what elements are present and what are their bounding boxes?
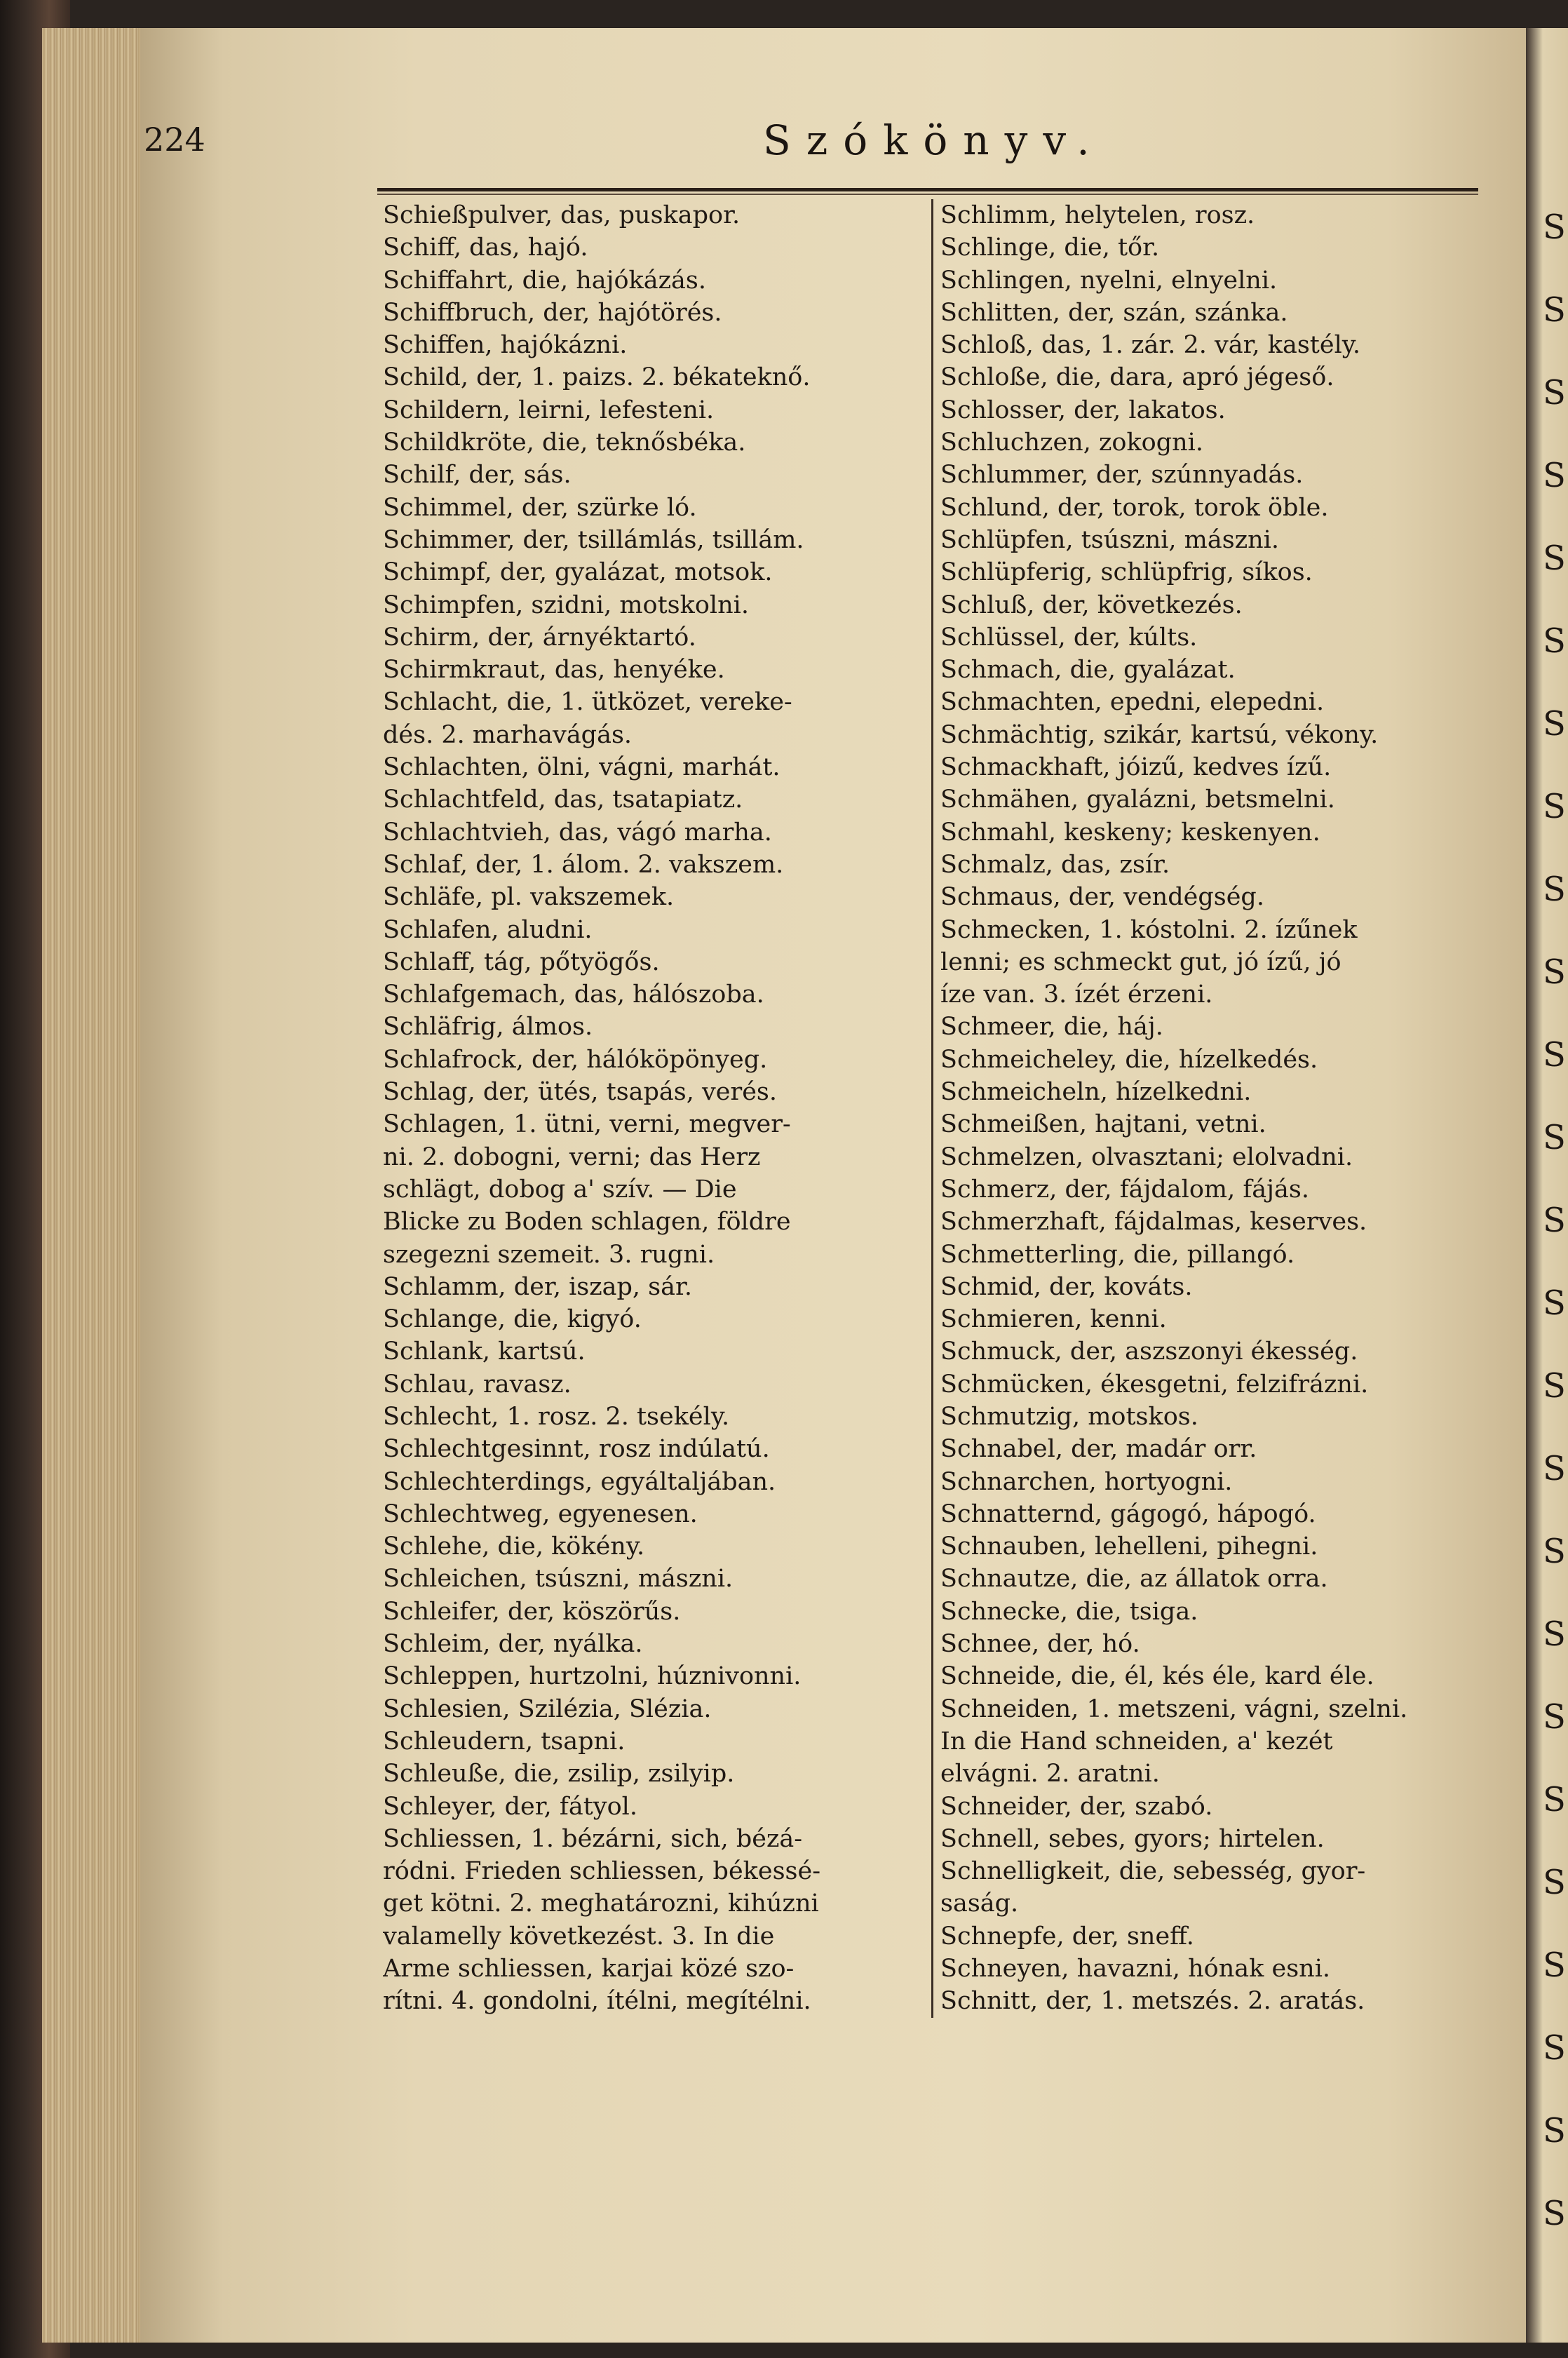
dictionary-line: Schiffbruch, der, hajótörés.: [383, 298, 722, 327]
dictionary-line: Schilf, der, sás.: [383, 461, 572, 490]
dictionary-line: Schlacht, die, 1. ütközet, vereke-: [383, 688, 792, 717]
dictionary-line: Schlingen, nyelni, elnyelni.: [940, 266, 1278, 295]
dictionary-line: Schlachtvieh, das, vágó marha.: [383, 818, 772, 847]
dictionary-line: Schnee, der, hó.: [940, 1630, 1140, 1659]
dictionary-line: get kötni. 2. meghatározni, kihúzni: [383, 1889, 819, 1918]
dictionary-line: Schmahl, keskeny; keskenyen.: [940, 818, 1320, 847]
facing-page-letter: S: [1543, 704, 1566, 743]
dictionary-line: ni. 2. dobogni, verni; das Herz: [383, 1143, 761, 1171]
dictionary-line: Schloße, die, dara, apró jégeső.: [940, 363, 1334, 392]
page-edges: [42, 28, 154, 2343]
facing-page-letter: S: [1543, 952, 1566, 992]
facing-page-letter: S: [1543, 1449, 1566, 1488]
dictionary-line: Schnell, sebes, gyors; hirtelen.: [940, 1824, 1325, 1853]
dictionary-line: Schlaff, tág, pőtyögős.: [383, 948, 660, 976]
dictionary-line: Schmeer, die, háj.: [940, 1013, 1163, 1042]
dictionary-line: Schmetterling, die, pillangó.: [940, 1240, 1295, 1269]
facing-page-letter: S: [1543, 208, 1566, 247]
dictionary-line: Schiffen, hajókázni.: [383, 331, 628, 360]
dictionary-line: Schimpf, der, gyalázat, motsok.: [383, 558, 773, 587]
dictionary-line: Schießpulver, das, puskapor.: [383, 201, 741, 229]
dictionary-line: Schmutzig, motskos.: [940, 1402, 1198, 1431]
dictionary-line: Schlehe, die, kökény.: [383, 1532, 645, 1561]
dictionary-line: Schlecht, 1. rosz. 2. tsekély.: [383, 1402, 730, 1431]
dictionary-line: Schmeißen, hajtani, vetni.: [940, 1110, 1266, 1139]
dictionary-line: Schnecke, die, tsiga.: [940, 1597, 1198, 1626]
dictionary-line: Schleuße, die, zsilip, zsilyip.: [383, 1760, 735, 1788]
dictionary-line: Schlafgemach, das, hálószoba.: [383, 981, 764, 1009]
dictionary-line: Schlesien, Szilézia, Slézia.: [383, 1695, 712, 1723]
dictionary-line: valamelly következést. 3. In die: [383, 1922, 775, 1951]
dictionary-line: rítni. 4. gondolni, ítélni, megítélni.: [383, 1987, 811, 2016]
dictionary-line: Schmackhaft, jóizű, kedves ízű.: [940, 753, 1332, 782]
dictionary-line: Schmid, der, kováts.: [940, 1272, 1193, 1301]
left-column: [383, 199, 923, 2018]
dictionary-line: Schmücken, ékesgetni, felzifrázni.: [940, 1370, 1369, 1399]
running-head: Szókönyv.: [763, 116, 1105, 164]
dictionary-line: Schnitt, der, 1. metszés. 2. aratás.: [940, 1987, 1365, 2016]
facing-page-letter: S: [1543, 290, 1566, 330]
dictionary-line: íze van. 3. ízét érzeni.: [940, 981, 1213, 1009]
dictionary-line: Schmecken, 1. kóstolni. 2. ízűnek: [940, 915, 1358, 944]
dictionary-line: Schlau, ravasz.: [383, 1370, 572, 1399]
dictionary-line: Schlaf, der, 1. álom. 2. vakszem.: [383, 850, 784, 879]
facing-page-letter: S: [1543, 1863, 1566, 1902]
facing-page-letter: S: [1543, 1946, 1566, 1985]
dictionary-line: Schlechtweg, egyenesen.: [383, 1500, 698, 1528]
dictionary-line: Schmeicheln, hízelkedni.: [940, 1078, 1252, 1107]
dictionary-line: Schimpfen, szidni, motskolni.: [383, 591, 749, 619]
dictionary-line: Schlüpferig, schlüpfrig, síkos.: [940, 558, 1313, 587]
facing-page-letter: S: [1543, 787, 1566, 826]
dictionary-line: Schneider, der, szabó.: [940, 1792, 1213, 1821]
dictionary-line: Schild, der, 1. paizs. 2. békateknő.: [383, 363, 811, 392]
dictionary-line: szegezni szemeit. 3. rugni.: [383, 1240, 715, 1269]
dictionary-line: In die Hand schneiden, a' kezét: [940, 1727, 1333, 1756]
dictionary-line: ródni. Frieden schliessen, békessé-: [383, 1857, 821, 1886]
dictionary-line: Schloß, das, 1. zár. 2. vár, kastély.: [940, 331, 1361, 360]
dictionary-line: elvágni. 2. aratni.: [940, 1760, 1160, 1788]
dictionary-line: Schimmer, der, tsillámlás, tsillám.: [383, 525, 804, 554]
dictionary-line: Schnepfe, der, sneff.: [940, 1922, 1194, 1951]
dictionary-line: Schmächtig, szikár, kartsú, vékony.: [940, 720, 1379, 749]
dictionary-line: Schnautze, die, az állatok orra.: [940, 1565, 1328, 1594]
dictionary-line: saság.: [940, 1889, 1019, 1918]
dictionary-line: Schmerz, der, fájdalom, fájás.: [940, 1175, 1309, 1204]
dictionary-line: Schmalz, das, zsír.: [940, 850, 1170, 879]
dictionary-line: Schlachtfeld, das, tsatapiatz.: [383, 786, 743, 814]
facing-page-letter: S: [1543, 2028, 1566, 2068]
dictionary-line: Schleudern, tsapni.: [383, 1727, 626, 1756]
facing-page-letter: S: [1543, 1201, 1566, 1240]
dictionary-line: Schliessen, 1. bézárni, sich, bézá-: [383, 1824, 803, 1853]
header-rule: [377, 188, 1478, 191]
facing-page-letter: S: [1543, 1118, 1566, 1157]
dictionary-line: Schluchzen, zokogni.: [940, 429, 1204, 457]
facing-page-letter: S: [1543, 1780, 1566, 1819]
dictionary-line: dés. 2. marhavágás.: [383, 720, 633, 749]
page-number: 224: [144, 121, 205, 159]
dictionary-line: Schiffahrt, die, hajókázás.: [383, 266, 706, 295]
dictionary-line: Schneyen, havazni, hónak esni.: [940, 1955, 1331, 1983]
dictionary-line: Schmaus, der, vendégség.: [940, 883, 1264, 912]
facing-page-letter: S: [1543, 621, 1566, 661]
facing-page-letter: S: [1543, 1697, 1566, 1737]
dictionary-line: Schmerzhaft, fájdalmas, keserves.: [940, 1208, 1367, 1237]
facing-page-letter: S: [1543, 1615, 1566, 1654]
facing-page-letter: S: [1543, 2111, 1566, 2150]
dictionary-line: Schlüpfen, tsúszni, mászni.: [940, 525, 1279, 554]
dictionary-line: Schnarchen, hortyogni.: [940, 1467, 1233, 1496]
header-rule-thin: [377, 194, 1478, 195]
dictionary-line: Schlummer, der, szúnnyadás.: [940, 461, 1304, 490]
dictionary-line: Blicke zu Boden schlagen, földre: [383, 1208, 791, 1237]
dictionary-line: Schlüssel, der, kúlts.: [940, 623, 1198, 652]
facing-page-letter: S: [1543, 373, 1566, 412]
dictionary-line: Schlafen, aludni.: [383, 915, 593, 944]
dictionary-line: Schmuck, der, aszszonyi ékesség.: [940, 1338, 1358, 1366]
dictionary-line: Schnatternd, gágogó, hápogó.: [940, 1500, 1316, 1528]
dictionary-line: Schluß, der, következés.: [940, 591, 1243, 619]
dictionary-line: Schnabel, der, madár orr.: [940, 1435, 1257, 1464]
dictionary-line: Schmachten, epedni, elepedni.: [940, 688, 1325, 717]
dictionary-line: Schleim, der, nyálka.: [383, 1630, 643, 1659]
dictionary-line: Schirmkraut, das, henyéke.: [383, 656, 725, 685]
dictionary-line: Schildkröte, die, teknősbéka.: [383, 429, 746, 457]
dictionary-line: Schläfe, pl. vakszemek.: [383, 883, 675, 912]
dictionary-line: Schlosser, der, lakatos.: [940, 396, 1226, 424]
dictionary-line: Arme schliessen, karjai közé szo-: [383, 1955, 795, 1983]
dictionary-line: Schlamm, der, iszap, sár.: [383, 1272, 693, 1301]
dictionary-line: Schmelzen, olvasztani; elolvadni.: [940, 1143, 1353, 1171]
dictionary-line: Schlitten, der, szán, szánka.: [940, 298, 1288, 327]
dictionary-line: Schnelligkeit, die, sebesség, gyor-: [940, 1857, 1366, 1886]
dictionary-line: Schlund, der, torok, torok öble.: [940, 493, 1329, 522]
dictionary-line: Schneide, die, él, kés éle, kard éle.: [940, 1662, 1374, 1691]
dictionary-line: Schlafrock, der, hálóköpönyeg.: [383, 1045, 768, 1074]
facing-page-letter: S: [1543, 870, 1566, 909]
dictionary-line: Schildern, leirni, lefesteni.: [383, 396, 715, 424]
facing-page-letter: S: [1543, 539, 1566, 578]
dictionary-line: Schlinge, die, tőr.: [940, 234, 1160, 262]
right-column: [931, 199, 1473, 2018]
dictionary-line: schlägt, dobog a' szív. — Die: [383, 1175, 737, 1204]
dictionary-line: Schmach, die, gyalázat.: [940, 656, 1236, 685]
dictionary-line: Schmieren, kenni.: [940, 1305, 1167, 1334]
dictionary-line: Schmähen, gyalázni, betsmelni.: [940, 786, 1335, 814]
dictionary-line: Schirm, der, árnyéktartó.: [383, 623, 696, 652]
dictionary-line: Schlag, der, ütés, tsapás, verés.: [383, 1078, 778, 1107]
dictionary-line: Schlagen, 1. ütni, verni, megver-: [383, 1110, 791, 1139]
dictionary-line: lenni; es schmeckt gut, jó ízű, jó: [940, 948, 1341, 976]
dictionary-line: Schlechtgesinnt, rosz indúlatú.: [383, 1435, 770, 1464]
dictionary-line: Schleyer, der, fátyol.: [383, 1792, 637, 1821]
dictionary-line: Schlange, die, kigyó.: [383, 1305, 642, 1334]
dictionary-line: Schimmel, der, szürke ló.: [383, 493, 697, 522]
dictionary-line: Schlank, kartsú.: [383, 1338, 586, 1366]
facing-page-letter: S: [1543, 1532, 1566, 1571]
dictionary-line: Schleppen, hurtzolni, húznivonni.: [383, 1662, 802, 1691]
facing-page-letter: S: [1543, 1284, 1566, 1323]
dictionary-line: Schnauben, lehelleni, pihegni.: [940, 1532, 1318, 1561]
dictionary-line: Schiff, das, hajó.: [383, 234, 588, 262]
facing-page-letter: S: [1543, 1366, 1566, 1406]
dictionary-line: Schneiden, 1. metszeni, vágni, szelni.: [940, 1695, 1408, 1723]
dictionary-line: Schleifer, der, köszörűs.: [383, 1597, 681, 1626]
facing-page-letter: S: [1543, 456, 1566, 495]
facing-page-letter: S: [1543, 1035, 1566, 1074]
dictionary-line: Schlachten, ölni, vágni, marhát.: [383, 753, 780, 782]
facing-page-letter: S: [1543, 2194, 1566, 2233]
dictionary-line: Schläfrig, álmos.: [383, 1013, 593, 1042]
dictionary-line: Schlimm, helytelen, rosz.: [940, 201, 1255, 229]
dictionary-line: Schmeicheley, die, hízelkedés.: [940, 1045, 1318, 1074]
dictionary-line: Schlechterdings, egyáltaljában.: [383, 1467, 776, 1496]
dictionary-line: Schleichen, tsúszni, mászni.: [383, 1565, 734, 1594]
